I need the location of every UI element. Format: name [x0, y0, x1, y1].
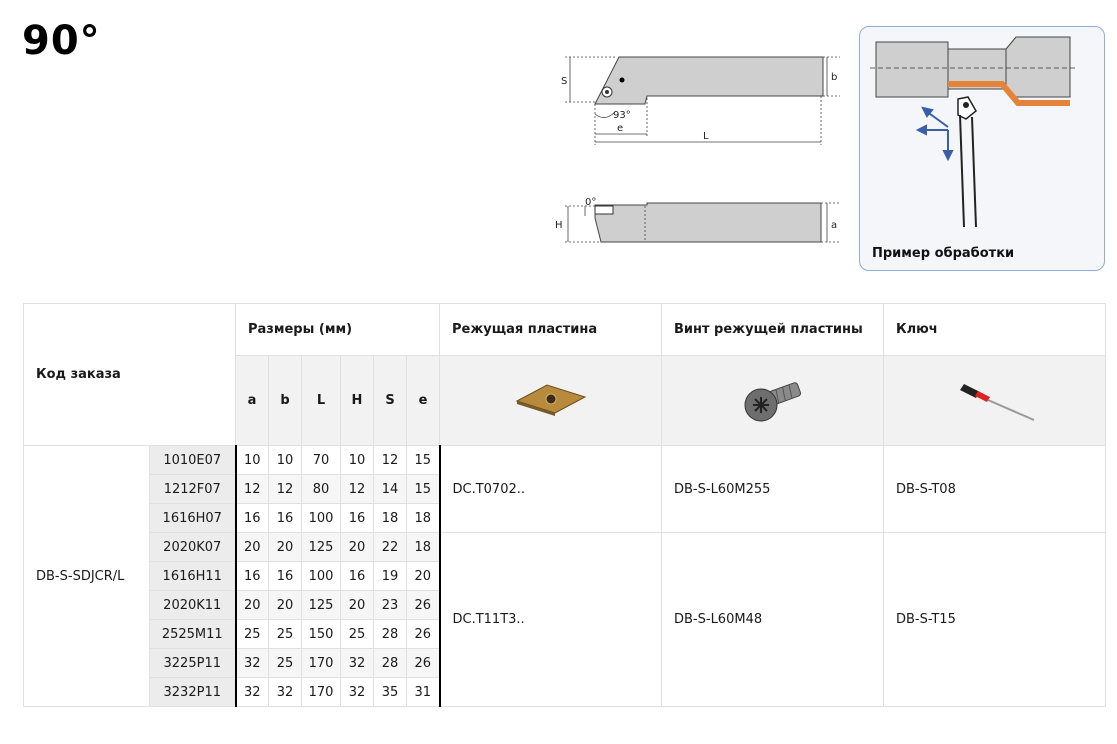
header-dimensions: Размеры (мм) — [236, 304, 440, 356]
dim-s: 28 — [374, 620, 407, 649]
screw-code: DB-S-L60M255 — [662, 446, 884, 533]
dim-l: 100 — [302, 562, 341, 591]
header-screw: Винт режущей пластины — [662, 304, 884, 356]
dim-l: 150 — [302, 620, 341, 649]
header-insert: Режущая пластина — [440, 304, 662, 356]
dim-header-l: L — [302, 356, 341, 446]
dim-h: 16 — [341, 562, 374, 591]
model-code: 3232P11 — [150, 678, 236, 707]
machining-example-illustration — [860, 27, 1106, 242]
screw-image-cell — [662, 356, 884, 446]
insert-image-cell — [440, 356, 662, 446]
screw-image — [733, 369, 813, 429]
dim-header-h: H — [341, 356, 374, 446]
model-code: 1010E07 — [150, 446, 236, 475]
dim-e: 15 — [407, 475, 440, 504]
dim-label-a: a — [831, 220, 838, 231]
dim-label-e: e — [617, 123, 624, 134]
dim-b: 20 — [269, 533, 302, 562]
table-row — [24, 446, 1106, 475]
dim-s: 12 — [374, 446, 407, 475]
dim-b: 25 — [269, 620, 302, 649]
dim-e: 20 — [407, 562, 440, 591]
angle-label-0: 0° — [585, 197, 597, 208]
dim-label-l: L — [703, 131, 709, 142]
dim-a: 16 — [236, 562, 269, 591]
dim-e: 18 — [407, 533, 440, 562]
dim-b: 10 — [269, 446, 302, 475]
dim-a: 10 — [236, 446, 269, 475]
page-title: 90° — [22, 18, 101, 64]
dim-h: 25 — [341, 620, 374, 649]
dim-header-a: a — [236, 356, 269, 446]
dim-e: 18 — [407, 504, 440, 533]
tool-holder-drawing — [555, 40, 845, 255]
dim-e: 26 — [407, 620, 440, 649]
screwdriver-image — [950, 374, 1040, 424]
key-image-cell — [884, 356, 1106, 446]
header-order-code: Код заказа — [24, 304, 236, 446]
dim-l: 170 — [302, 649, 341, 678]
dim-a: 20 — [236, 533, 269, 562]
dim-l: 80 — [302, 475, 341, 504]
model-code: 2525M11 — [150, 620, 236, 649]
dim-b: 32 — [269, 678, 302, 707]
dim-h: 16 — [341, 504, 374, 533]
header-key: Ключ — [884, 304, 1106, 356]
dim-s: 22 — [374, 533, 407, 562]
insert-image — [511, 381, 591, 417]
dim-s: 14 — [374, 475, 407, 504]
dim-b: 25 — [269, 649, 302, 678]
dim-e: 26 — [407, 591, 440, 620]
table-row — [24, 533, 1106, 562]
model-code: 1616H11 — [150, 562, 236, 591]
dim-a: 25 — [236, 620, 269, 649]
series-code: DB-S-SDJCR/L — [24, 446, 150, 707]
model-code: 2020K07 — [150, 533, 236, 562]
dim-b: 16 — [269, 562, 302, 591]
dim-label-s: S — [561, 76, 568, 87]
screw-code: DB-S-L60M48 — [662, 533, 884, 707]
dim-header-s: S — [374, 356, 407, 446]
dim-b: 20 — [269, 591, 302, 620]
dim-h: 12 — [341, 475, 374, 504]
dim-a: 32 — [236, 649, 269, 678]
dim-a: 20 — [236, 591, 269, 620]
dim-l: 100 — [302, 504, 341, 533]
dim-h: 20 — [341, 533, 374, 562]
dim-s: 23 — [374, 591, 407, 620]
insert-code: DC.T0702.. — [440, 446, 662, 533]
dim-a: 12 — [236, 475, 269, 504]
dim-label-h: H — [555, 220, 563, 231]
dim-e: 26 — [407, 649, 440, 678]
key-code: DB-S-T15 — [884, 533, 1106, 707]
dim-s: 35 — [374, 678, 407, 707]
model-code: 1212F07 — [150, 475, 236, 504]
dim-h: 32 — [341, 649, 374, 678]
dim-h: 20 — [341, 591, 374, 620]
key-code: DB-S-T08 — [884, 446, 1106, 533]
angle-label-93: 93° — [613, 110, 631, 121]
dim-e: 15 — [407, 446, 440, 475]
dim-a: 16 — [236, 504, 269, 533]
insert-code: DC.T11T3.. — [440, 533, 662, 707]
dim-h: 32 — [341, 678, 374, 707]
machining-example-panel — [859, 26, 1105, 271]
dim-s: 18 — [374, 504, 407, 533]
dim-l: 70 — [302, 446, 341, 475]
model-code: 2020K11 — [150, 591, 236, 620]
example-caption: Пример обработки — [872, 246, 1015, 261]
dim-s: 19 — [374, 562, 407, 591]
dim-e: 31 — [407, 678, 440, 707]
dim-a: 32 — [236, 678, 269, 707]
dim-header-e: e — [407, 356, 440, 446]
dim-label-b: b — [831, 72, 838, 83]
dim-s: 28 — [374, 649, 407, 678]
dim-b: 16 — [269, 504, 302, 533]
dim-header-b: b — [269, 356, 302, 446]
model-code: 3225P11 — [150, 649, 236, 678]
dim-l: 170 — [302, 678, 341, 707]
dim-l: 125 — [302, 591, 341, 620]
product-spec-table — [23, 303, 1106, 707]
model-code: 1616H07 — [150, 504, 236, 533]
dim-b: 12 — [269, 475, 302, 504]
dim-l: 125 — [302, 533, 341, 562]
dim-h: 10 — [341, 446, 374, 475]
